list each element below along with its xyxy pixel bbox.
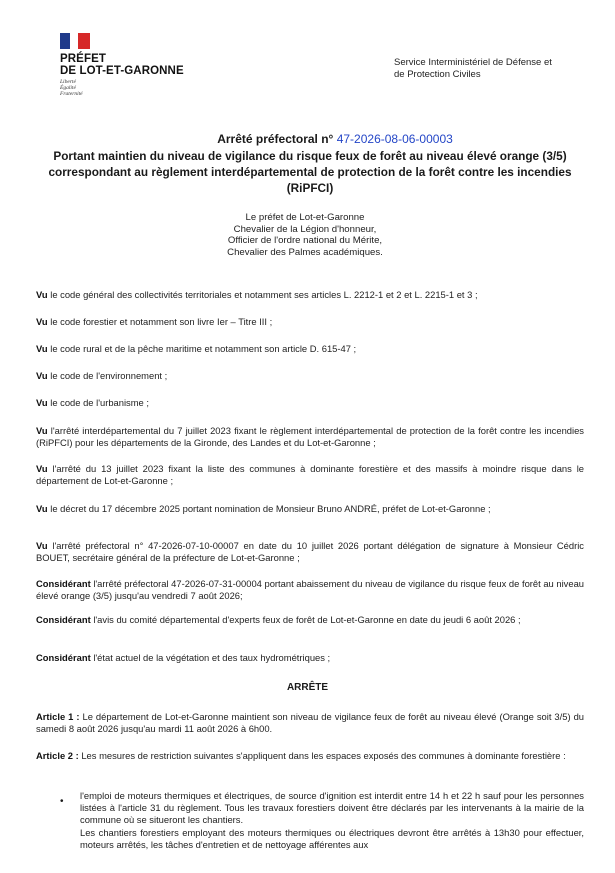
logo-line-2: DE LOT-ET-GARONNE: [60, 65, 184, 77]
document-title: [40, 132, 580, 196]
prefect-titles: Le préfet de Lot-et-Garonne Chevalier de la Légion d'honneur, Officier de l'ordre national du Mérite, Chevalier des Palmes académiques.: [227, 212, 383, 258]
republic-motto: Liberté Égalité Fraternité: [60, 79, 83, 97]
article-1: Article 1 : Le département de Lot-et-Garonne maintient son niveau de vigilance feux de forêt au niveau élevé (Orange soit 3/5) du samedi 8 août 2026 jusqu'au mardi 11 août 2026 à 6h00.: [36, 711, 584, 735]
restriction-bullet: l'emploi de moteurs thermiques et électriques, de source d'ignition est interdit entre 14 h et 22 h sauf pour les personnes listées à l'article 31 du règlement. Tous les travaux forestiers doivent être déclarés par les intervenants à la mairie de la commune où se situeront les chantiers. Les chantiers forestiers employant des moteurs thermiques ou électriques devront être arrêtés à 13h30 pour effectuer, moteurs arrêtés, les tâches d'entretien et de nettoyage afférentes aux: [80, 790, 584, 850]
logo-line-1: PRÉFET: [60, 53, 106, 65]
bullet-icon: •: [60, 796, 64, 807]
prefecture-logo: [60, 33, 220, 97]
visa-paragraph: Vu le code rural et de la pêche maritime et notamment son article D. 615-47 ;: [36, 343, 357, 354]
article-2: Article 2 : Les mesures de restriction suivantes s'appliquent dans les espaces exposés des communes à dominante forestière :: [36, 750, 566, 761]
visa-paragraph: Vu l'arrêté du 13 juillet 2023 fixant la liste des communes à dominante forestière et des massifs à moindre risque dans le département de Lot-et-Garonne ;: [36, 463, 584, 487]
visa-paragraph: Vu le code de l'environnement ;: [36, 370, 168, 381]
arrete-number: 47-2026-08-06-00003: [336, 132, 453, 146]
considerant-paragraph: Considérant l'état actuel de la végétation et des taux hydrométriques ;: [36, 652, 331, 663]
visa-paragraph: Vu le décret du 17 décembre 2025 portant nomination de Monsieur Bruno ANDRÉ, préfet de Lot-et-Garonne ;: [36, 503, 491, 514]
visa-paragraph: Vu l'arrêté interdépartemental du 7 juillet 2023 fixant le règlement interdépartemental de protection de la forêt contre les incendies (RiPFCI) pour les départements de la Gironde, des Landes et du Lot-et-Garonne ;: [36, 425, 584, 449]
visa-paragraph: Vu le code général des collectivités territoriales et notamment ses articles L. 2212-1 et 2 et L. 2215-1 et 3 ;: [36, 289, 478, 300]
service-name: Service Interministériel de Défense et de Protection Civiles: [394, 57, 552, 80]
visa-paragraph: Vu le code forestier et notamment son livre Ier – Titre III ;: [36, 316, 273, 327]
visa-paragraph: Vu le code de l'urbanisme ;: [36, 397, 149, 408]
visa-paragraph: Vu l'arrêté préfectoral n° 47-2026-07-10-00007 en date du 10 juillet 2026 portant délégation de signature à Monsieur Cédric BOUET, secrétaire général de la préfecture de Lot-et-Garonne ;: [36, 540, 584, 564]
french-flag-icon: [60, 33, 90, 49]
considerant-paragraph: Considérant l'arrêté préfectoral 47-2026-07-31-00004 portant abaissement du niveau de vigilance du risque feux de forêt au niveau élevé orange (3/5) jusqu'au vendredi 7 août 2026;: [36, 578, 584, 602]
considerant-paragraph: Considérant l'avis du comité départemental d'experts feux de forêt de Lot-et-Garonne en date du jeudi 6 août 2026 ;: [36, 614, 521, 625]
arrete-subject: Portant maintien du niveau de vigilance du risque feux de forêt au niveau élevé orange (3/5) correspondant au règlement interdépartemental de protection de la forêt contre les incendies (RiPFCI): [48, 149, 572, 195]
arrete-heading: ARRÊTE: [286, 682, 329, 693]
arrete-number-line: Arrêté préfectoral n° 47-2026-08-06-00003: [217, 132, 453, 146]
